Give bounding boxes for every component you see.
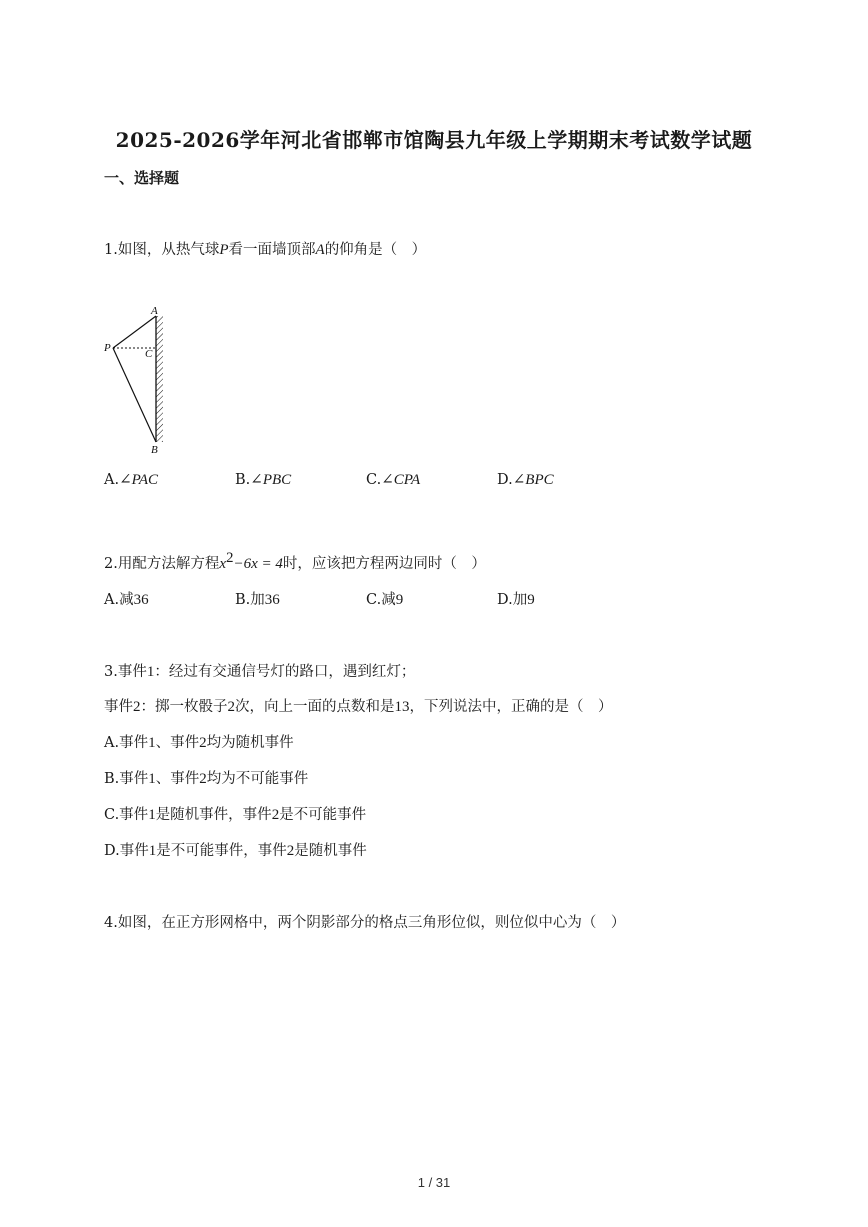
label-c: C: [145, 348, 153, 360]
q3-option-a-part1: A.事件: [104, 735, 149, 751]
q3-option-a-num1: 1: [148, 735, 156, 751]
question-1-stem: [104, 238, 426, 259]
q3-line1-b: ：经过有交通信号灯的路口，遇到红灯；: [154, 664, 416, 680]
q1-option-b-letter: B.: [235, 472, 251, 488]
q1-option-a[interactable]: [104, 470, 158, 489]
q3-option-a-part2: 、事件: [155, 735, 200, 751]
q2-option-a-letter: A.: [104, 592, 120, 608]
q3-option-d-num1: 1: [148, 843, 157, 859]
q3-line2-d: ，下列说法中，正确的是（ ）: [409, 699, 613, 715]
q3-line2-num1: 2: [133, 699, 141, 715]
q2-option-c-letter: C.: [366, 592, 382, 608]
q3-option-c-num1: 1: [148, 807, 156, 823]
label-a: A: [151, 305, 158, 317]
q2-text-suffix: 时，应该把方程两边同时（ ）: [282, 555, 486, 572]
q3-option-b-num1: 1: [148, 771, 156, 787]
q1-option-d[interactable]: [497, 470, 554, 489]
wall-hatch: [156, 316, 163, 442]
question-3-line-1: [104, 660, 415, 681]
q2-option-b-word: 加: [250, 592, 265, 608]
q2-eq-rest: −6x = 4: [233, 555, 283, 572]
document-title: 2025-2026学年河北省邯郸市馆陶县九年级上学期期末考试数学试题: [115, 128, 753, 152]
q1-option-a-letter: A.: [104, 472, 120, 488]
q1-option-d-text: ∠BPC: [512, 472, 554, 488]
q2-option-a-num: 36: [133, 592, 149, 608]
q3-line1-a: 3.事件: [104, 664, 147, 680]
q3-option-c-num2: 2: [271, 807, 280, 823]
q1-text-mid: 看一面墙顶部: [228, 242, 316, 258]
q2-option-a[interactable]: [104, 588, 149, 609]
q1-option-c[interactable]: [366, 470, 420, 489]
q2-option-c-word: 减: [381, 592, 396, 608]
q3-line2-c: 次，向上一面的点数和是: [235, 699, 395, 715]
q3-option-b[interactable]: [104, 767, 308, 788]
q3-option-a[interactable]: [104, 731, 294, 752]
question-4-stem: 4.如图，在正方形网格中，两个阴影部分的格点三角形位似，则位似中心为（ ）: [104, 915, 626, 931]
q1-wall-figure: [100, 300, 180, 460]
q3-option-c[interactable]: [104, 803, 366, 824]
q1-option-c-text: ∠CPA: [381, 472, 421, 488]
q1-text-prefix: 1.如图，从热气球: [104, 242, 220, 258]
q1-option-a-text: ∠PAC: [119, 472, 159, 488]
q3-line2-a: 事件: [104, 699, 133, 715]
q3-option-a-part3: 均为随机事件: [206, 735, 294, 751]
section-heading-choice: 一、选择题: [104, 169, 180, 187]
q3-line2-num3: 13: [394, 699, 410, 715]
q2-option-c[interactable]: [366, 588, 403, 609]
q2-eq-x: x: [219, 555, 227, 572]
q3-option-d-part3: 是随机事件: [294, 843, 367, 859]
q3-option-d-part2: 是不可能事件，事件: [156, 843, 287, 859]
q2-text-prefix: 2.用配方法解方程: [104, 555, 220, 572]
q3-option-b-part3: 均为不可能事件: [206, 771, 309, 787]
line-pb: [113, 348, 156, 442]
page-number: 1 / 31: [417, 1175, 451, 1190]
q3-option-c-part3: 是不可能事件: [279, 807, 367, 823]
q1-text-suffix: 的仰角是（ ）: [324, 242, 427, 258]
line-pa: [113, 316, 156, 348]
q2-option-b[interactable]: [235, 588, 280, 609]
q3-line2-b: ：掷一枚骰子: [140, 699, 228, 715]
question-3-line-2: [104, 695, 613, 716]
question-2-stem: [104, 550, 486, 573]
q2-option-d-num: 9: [527, 592, 535, 608]
q1-option-b-text: ∠PBC: [250, 472, 292, 488]
q2-option-d[interactable]: [497, 588, 535, 609]
q3-option-d[interactable]: [104, 839, 367, 860]
q3-option-b-part2: 、事件: [155, 771, 200, 787]
q1-option-c-letter: C.: [366, 472, 382, 488]
q2-option-a-word: 减: [119, 592, 134, 608]
q1-option-d-letter: D.: [497, 472, 513, 488]
q2-option-b-num: 36: [264, 592, 280, 608]
q1-var-a: A: [315, 242, 325, 258]
q3-option-c-part1: C.事件: [104, 807, 149, 823]
q1-option-b[interactable]: [235, 470, 291, 489]
q3-option-c-part2: 是随机事件，事件: [155, 807, 272, 823]
q3-option-a-num2: 2: [199, 735, 207, 751]
q3-option-b-num2: 2: [199, 771, 207, 787]
q3-option-b-part1: B.事件: [104, 771, 149, 787]
q3-option-d-part1: D.事件: [104, 843, 149, 859]
label-p: P: [104, 342, 111, 354]
q1-var-p: P: [219, 242, 229, 258]
q3-line2-num2: 2: [227, 699, 235, 715]
q3-line1-num: 1: [146, 664, 155, 680]
q2-eq-exponent: 2: [226, 550, 234, 566]
q3-option-d-num2: 2: [286, 843, 295, 859]
label-b: B: [151, 444, 158, 456]
q2-option-b-letter: B.: [235, 592, 251, 608]
q2-option-d-letter: D.: [497, 592, 513, 608]
q2-option-c-num: 9: [395, 592, 404, 608]
q2-option-d-word: 加: [512, 592, 528, 608]
